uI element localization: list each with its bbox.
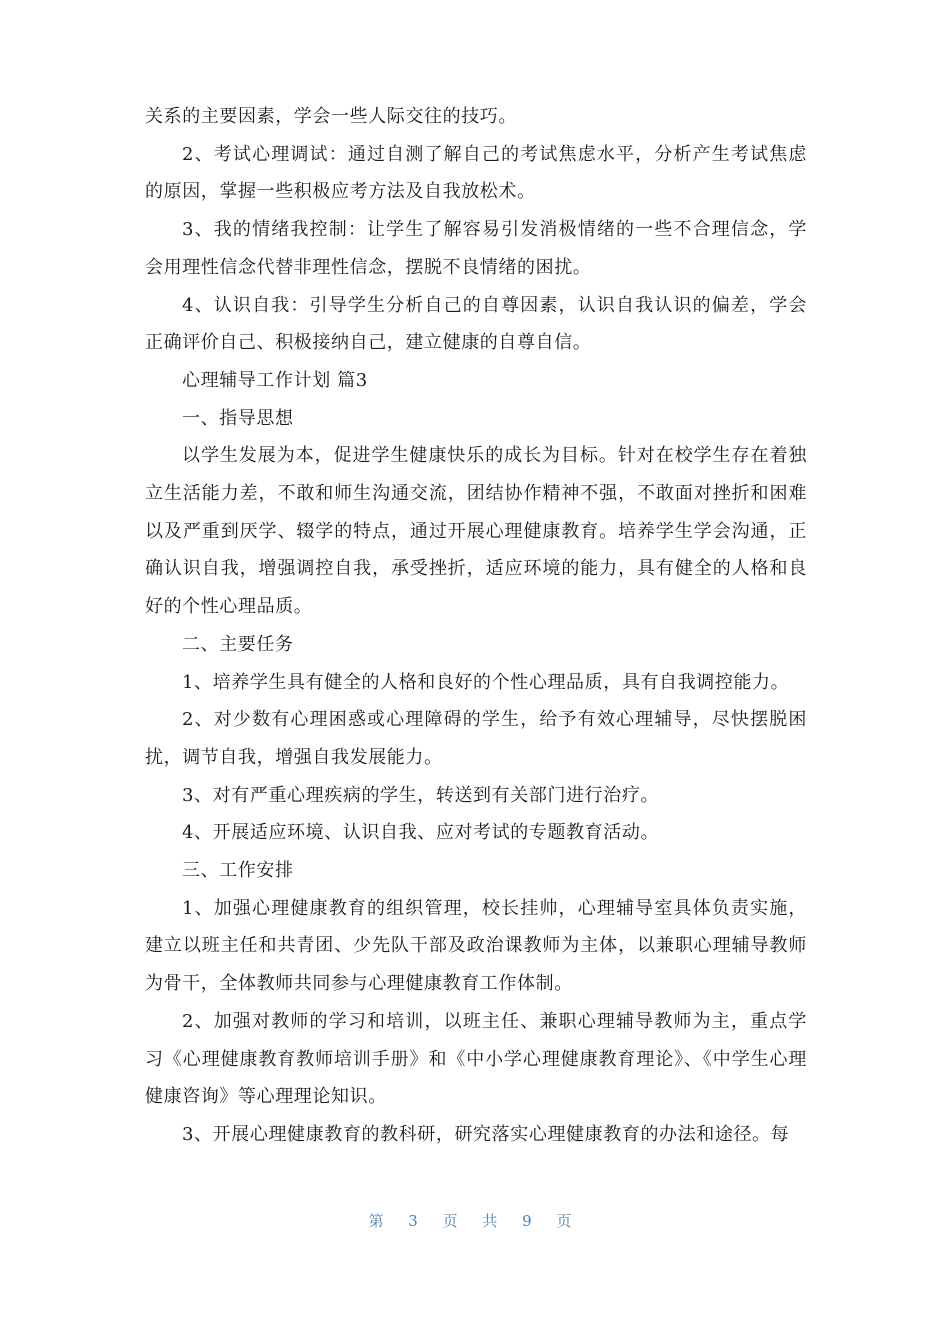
paragraph: 2、加强对教师的学习和培训，以班主任、兼职心理辅导教师为主，重点学习《心理健康教育教师培训手册》和《中小学心理健康教育理论》、《中学生心理健康咨询》等心理理论知识。 [145,1010,807,1108]
paragraph: 3、对有严重心理疾病的学生，转送到有关部门进行治疗。 [182,784,660,806]
paragraph: 2、对少数有心理困惑或心理障碍的学生，给予有效心理辅导，尽快摆脱困扰，调节自我，增强自我发展能力。 [145,709,807,768]
paragraph: 2、考试心理调试：通过自测了解自己的考试焦虑水平，分析产生考试焦虑的原因，掌握一些积极应考方法及自我放松术。 [145,143,807,203]
page-indicator: 第 3 页 共 9 页 [368,1212,582,1230]
section-title: 心理辅导工作计划 篇3 [182,369,368,391]
paragraph: 3、我的情绪我控制：让学生了解容易引发消极情绪的一些不合理信念，学会用理性信念代替非理性信念，摆脱不良情绪的困扰。 [145,219,807,278]
section-heading: 一、指导思想 [182,407,294,429]
section-heading: 三、工作安排 [182,860,294,882]
paragraph: 3、开展心理健康教育的教科研，研究落实心理健康教育的办法和途径。每 [182,1123,790,1145]
paragraph: 1、培养学生具有健全的人格和良好的个性心理品质，具有自我调控能力。 [182,671,790,693]
document-body [145,98,807,1154]
section-heading: 二、主要任务 [182,633,294,655]
paragraph: 4、开展适应环境、认识自我、应对考试的专题教育活动。 [182,822,660,844]
paragraph: 1、加强心理健康教育的组织管理，校长挂帅，心理辅导室具体负责实施，建立以班主任和共青团、少先队干部及政治课教师为主体，以兼职心理辅导教师为骨干，全体教师共同参与心理健康教育工作体制。 [145,897,807,995]
paragraph: 以学生发展为本，促进学生健康快乐的成长为目标。针对在校学生存在着独立生活能力差，不敢和师生沟通交流，团结协作精神不强，不敢面对挫折和困难以及严重到厌学、辍学的特点，通过开展心理健康教育。培养学生学会沟通，正确认识自我，增强调控自我，承受挫折，适应环境的能力，具有健全的人格和良好的个性心理品质。 [145,445,807,618]
paragraph: 关系的主要因素，学会一些人际交往的技巧。 [145,106,517,127]
paragraph: 4、认识自我：引导学生分析自己的自尊因素，认识自我认识的偏差，学会正确评价自己、积极接纳自己，建立健康的自尊自信。 [145,294,807,354]
